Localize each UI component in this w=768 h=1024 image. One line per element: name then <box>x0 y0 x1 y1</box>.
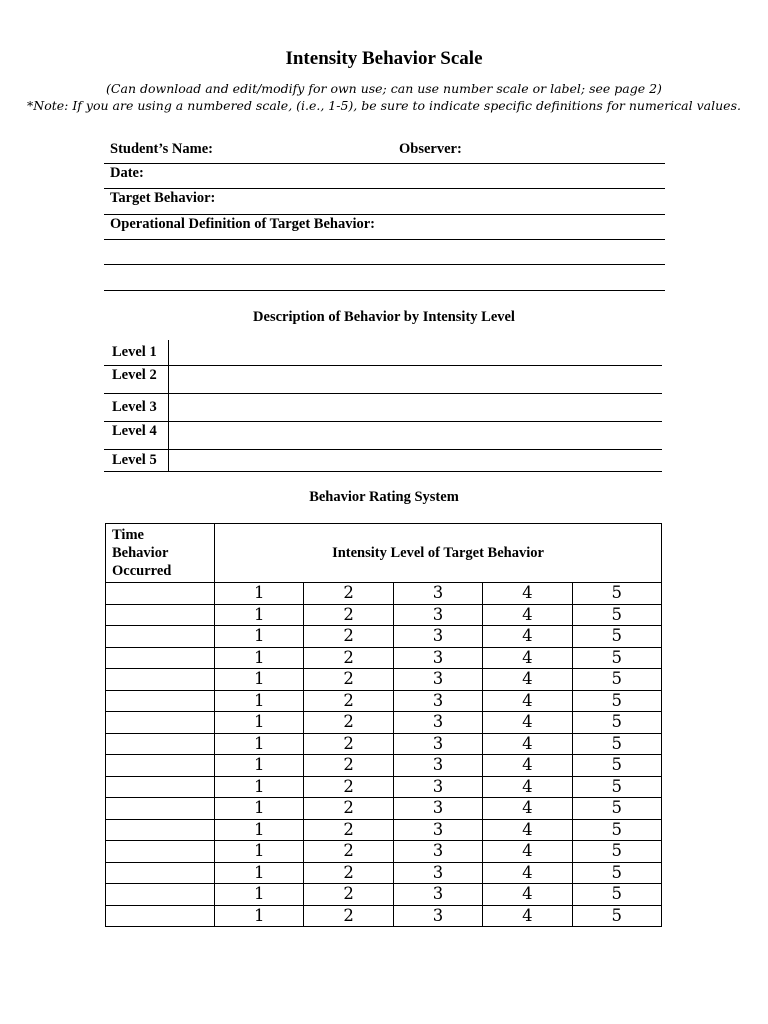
rating-option-5[interactable]: 5 <box>572 604 661 626</box>
rating-option-5[interactable]: 5 <box>572 712 661 734</box>
rating-option-1[interactable]: 1 <box>215 755 304 777</box>
rating-option-3[interactable]: 3 <box>393 669 482 691</box>
rating-option-2[interactable]: 2 <box>304 626 393 648</box>
rating-option-4[interactable]: 4 <box>483 647 572 669</box>
rating-option-2[interactable]: 2 <box>304 819 393 841</box>
intensity-header: Intensity Level of Target Behavior <box>215 524 662 583</box>
rating-option-2[interactable]: 2 <box>304 862 393 884</box>
rating-heading: Behavior Rating System <box>309 489 459 505</box>
rating-option-1[interactable]: 1 <box>215 862 304 884</box>
rating-row <box>106 712 662 734</box>
level-label: Level 2 <box>104 365 169 393</box>
levels-heading: Description of Behavior by Intensity Level <box>253 309 515 325</box>
rating-option-4[interactable]: 4 <box>483 862 572 884</box>
rating-option-1[interactable]: 1 <box>215 776 304 798</box>
rating-row <box>106 583 662 605</box>
intensity-levels-table <box>104 340 662 472</box>
rating-option-2[interactable]: 2 <box>304 583 393 605</box>
rating-option-1[interactable]: 1 <box>215 669 304 691</box>
rating-option-3[interactable]: 3 <box>393 776 482 798</box>
page-title: Intensity Behavior Scale <box>285 48 483 69</box>
behavior-rating-table <box>105 523 662 927</box>
level-description[interactable] <box>169 449 663 471</box>
operational-definition-line-2[interactable] <box>104 264 665 265</box>
time-cell[interactable] <box>106 626 215 648</box>
rating-row <box>106 862 662 884</box>
rating-option-4[interactable]: 4 <box>483 712 572 734</box>
time-cell[interactable] <box>106 841 215 863</box>
rating-option-2[interactable]: 2 <box>304 841 393 863</box>
rating-row <box>106 884 662 906</box>
rating-option-2[interactable]: 2 <box>304 905 393 927</box>
student-name-line[interactable] <box>104 163 665 164</box>
rating-option-4[interactable]: 4 <box>483 776 572 798</box>
rating-option-3[interactable]: 3 <box>393 798 482 820</box>
rating-option-4[interactable]: 4 <box>483 819 572 841</box>
time-cell[interactable] <box>106 862 215 884</box>
rating-option-4[interactable]: 4 <box>483 798 572 820</box>
rating-option-5[interactable]: 5 <box>572 905 661 927</box>
time-cell[interactable] <box>106 669 215 691</box>
rating-option-1[interactable]: 1 <box>215 604 304 626</box>
time-header-line: Behavior <box>112 545 169 561</box>
rating-option-3[interactable]: 3 <box>393 690 482 712</box>
operational-definition-line-1[interactable] <box>104 239 665 240</box>
rating-option-2[interactable]: 2 <box>304 776 393 798</box>
observer-label: Observer: <box>399 141 462 157</box>
rating-option-4[interactable]: 4 <box>483 755 572 777</box>
level-description[interactable] <box>169 340 663 365</box>
rating-option-1[interactable]: 1 <box>215 626 304 648</box>
rating-option-1[interactable]: 1 <box>215 798 304 820</box>
time-cell[interactable] <box>106 884 215 906</box>
rating-option-3[interactable]: 3 <box>393 884 482 906</box>
rating-option-3[interactable]: 3 <box>393 647 482 669</box>
rating-row <box>106 669 662 691</box>
rating-option-3[interactable]: 3 <box>393 626 482 648</box>
rating-row <box>106 604 662 626</box>
rating-option-5[interactable]: 5 <box>572 626 661 648</box>
time-header-line: Time <box>112 527 144 543</box>
level-row <box>104 365 662 393</box>
rating-option-2[interactable]: 2 <box>304 755 393 777</box>
rating-option-1[interactable]: 1 <box>215 884 304 906</box>
rating-option-3[interactable]: 3 <box>393 755 482 777</box>
rating-option-4[interactable]: 4 <box>483 626 572 648</box>
level-label: Level 5 <box>104 449 169 471</box>
rating-row <box>106 690 662 712</box>
date-line[interactable] <box>104 188 665 189</box>
rating-row <box>106 776 662 798</box>
time-cell[interactable] <box>106 604 215 626</box>
rating-row <box>106 733 662 755</box>
rating-option-4[interactable]: 4 <box>483 669 572 691</box>
rating-option-3[interactable]: 3 <box>393 733 482 755</box>
rating-option-2[interactable]: 2 <box>304 604 393 626</box>
rating-option-5[interactable]: 5 <box>572 583 661 605</box>
time-header-line: Occurred <box>112 563 172 579</box>
level-row <box>104 449 662 471</box>
rating-option-1[interactable]: 1 <box>215 712 304 734</box>
level-description[interactable] <box>169 421 663 449</box>
rating-option-5[interactable]: 5 <box>572 819 661 841</box>
level-description[interactable] <box>169 365 663 393</box>
rating-option-3[interactable]: 3 <box>393 905 482 927</box>
rating-option-5[interactable]: 5 <box>572 669 661 691</box>
level-row <box>104 421 662 449</box>
time-cell[interactable] <box>106 905 215 927</box>
rating-option-5[interactable]: 5 <box>572 798 661 820</box>
rating-option-2[interactable]: 2 <box>304 733 393 755</box>
time-cell[interactable] <box>106 583 215 605</box>
rating-option-5[interactable]: 5 <box>572 647 661 669</box>
rating-option-4[interactable]: 4 <box>483 733 572 755</box>
rating-option-2[interactable]: 2 <box>304 712 393 734</box>
rating-option-5[interactable]: 5 <box>572 862 661 884</box>
level-label: Level 4 <box>104 421 169 449</box>
time-cell[interactable] <box>106 712 215 734</box>
time-cell[interactable] <box>106 798 215 820</box>
rating-option-3[interactable]: 3 <box>393 819 482 841</box>
rating-option-5[interactable]: 5 <box>572 841 661 863</box>
level-row <box>104 393 662 421</box>
note: *Note: If you are using a numbered scale, (i.e., 1-5), be sure to indicate specific definitions for numerical values. <box>27 98 741 113</box>
rating-row <box>106 798 662 820</box>
rating-row <box>106 755 662 777</box>
rating-option-4[interactable]: 4 <box>483 604 572 626</box>
rating-option-2[interactable]: 2 <box>304 798 393 820</box>
rating-row <box>106 841 662 863</box>
rating-row <box>106 819 662 841</box>
student-name-label: Student’s Name: <box>110 141 213 157</box>
rating-option-3[interactable]: 3 <box>393 583 482 605</box>
date-label: Date: <box>110 165 144 181</box>
rating-option-5[interactable]: 5 <box>572 690 661 712</box>
time-cell[interactable] <box>106 733 215 755</box>
rating-option-1[interactable]: 1 <box>215 583 304 605</box>
rating-option-4[interactable]: 4 <box>483 884 572 906</box>
rating-option-1[interactable]: 1 <box>215 819 304 841</box>
operational-definition-label: Operational Definition of Target Behavior: <box>110 216 376 232</box>
time-header <box>106 524 215 583</box>
rating-option-1[interactable]: 1 <box>215 905 304 927</box>
rating-option-5[interactable]: 5 <box>572 884 661 906</box>
rating-option-4[interactable]: 4 <box>483 690 572 712</box>
level-row <box>104 340 662 365</box>
rating-option-5[interactable]: 5 <box>572 776 661 798</box>
rating-option-3[interactable]: 3 <box>393 604 482 626</box>
level-label: Level 1 <box>104 340 169 365</box>
rating-option-1[interactable]: 1 <box>215 647 304 669</box>
target-behavior-label: Target Behavior: <box>110 190 216 206</box>
time-cell[interactable] <box>106 690 215 712</box>
rating-rows <box>106 583 662 927</box>
rating-option-2[interactable]: 2 <box>304 669 393 691</box>
time-cell[interactable] <box>106 776 215 798</box>
rating-row <box>106 905 662 927</box>
rating-option-5[interactable]: 5 <box>572 755 661 777</box>
rating-option-1[interactable]: 1 <box>215 690 304 712</box>
rating-option-4[interactable]: 4 <box>483 583 572 605</box>
rating-option-4[interactable]: 4 <box>483 841 572 863</box>
rating-option-5[interactable]: 5 <box>572 733 661 755</box>
operational-definition-line-3[interactable] <box>104 290 665 291</box>
level-label: Level 3 <box>104 393 169 421</box>
rating-row <box>106 647 662 669</box>
rating-option-4[interactable]: 4 <box>483 905 572 927</box>
rating-option-2[interactable]: 2 <box>304 647 393 669</box>
time-cell[interactable] <box>106 755 215 777</box>
subtitle: (Can download and edit/modify for own use; can use number scale or label; see page 2) <box>106 81 662 96</box>
rating-option-3[interactable]: 3 <box>393 841 482 863</box>
level-description[interactable] <box>169 393 663 421</box>
rating-option-3[interactable]: 3 <box>393 712 482 734</box>
time-cell[interactable] <box>106 819 215 841</box>
time-cell[interactable] <box>106 647 215 669</box>
rating-option-2[interactable]: 2 <box>304 690 393 712</box>
rating-option-2[interactable]: 2 <box>304 884 393 906</box>
rating-option-1[interactable]: 1 <box>215 841 304 863</box>
target-behavior-line[interactable] <box>104 214 665 215</box>
rating-row <box>106 626 662 648</box>
rating-option-1[interactable]: 1 <box>215 733 304 755</box>
rating-option-3[interactable]: 3 <box>393 862 482 884</box>
